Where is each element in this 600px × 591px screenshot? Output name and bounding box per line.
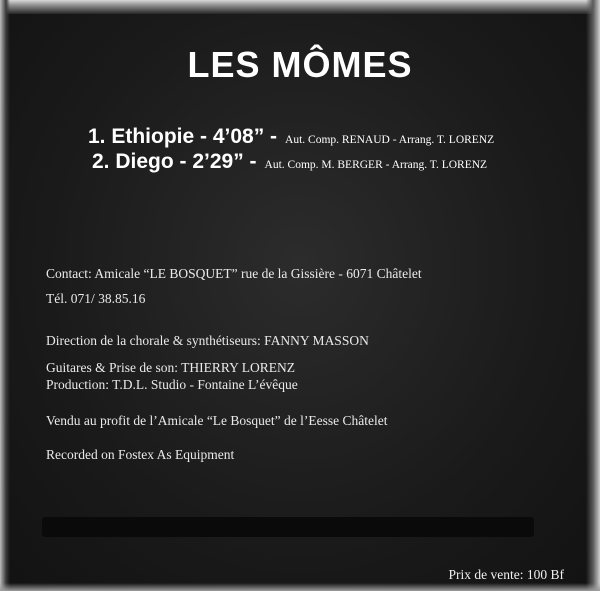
sleeve-edge-bottom bbox=[0, 583, 600, 591]
sold-for-benefit-line: Vendu au profit de l’Amicale “Le Bosquet” de l’Eesse Châtelet bbox=[46, 413, 388, 428]
recording-note: Recorded on Fostex As Equipment bbox=[46, 447, 235, 462]
track-1-credit: Aut. Comp. RENAUD - Arrang. T. LORENZ bbox=[285, 134, 495, 146]
sleeve-edge-top bbox=[0, 0, 600, 14]
black-strip bbox=[42, 517, 534, 537]
production-credit: Production: T.D.L. Studio - Fontaine L’évêque bbox=[46, 377, 298, 392]
direction-credit: Direction de la chorale & synthétiseurs: FANNY MASSON bbox=[46, 333, 369, 348]
track-2-credit: Aut. Comp. M. BERGER - Arrang. T. LORENZ bbox=[264, 159, 488, 171]
sleeve-edge-left bbox=[0, 0, 10, 591]
track-1-title: 1. Ethiopie - 4’08” - bbox=[88, 125, 278, 148]
contact-line: Contact: Amicale “LE BOSQUET” rue de la Gissière - 6071 Châtelet bbox=[46, 266, 422, 281]
album-title: LES MÔMES bbox=[187, 44, 413, 85]
track-2-title: 2. Diego - 2’29” - bbox=[92, 150, 257, 173]
track-1 bbox=[88, 125, 494, 149]
telephone-line: Tél. 071/ 38.85.16 bbox=[46, 291, 146, 306]
track-2 bbox=[92, 150, 487, 174]
sale-price: Prix de vente: 100 Bf bbox=[448, 567, 564, 582]
sleeve-edge-right bbox=[586, 0, 600, 591]
guitar-credit: Guitares & Prise de son: THIERRY LORENZ bbox=[46, 360, 295, 375]
